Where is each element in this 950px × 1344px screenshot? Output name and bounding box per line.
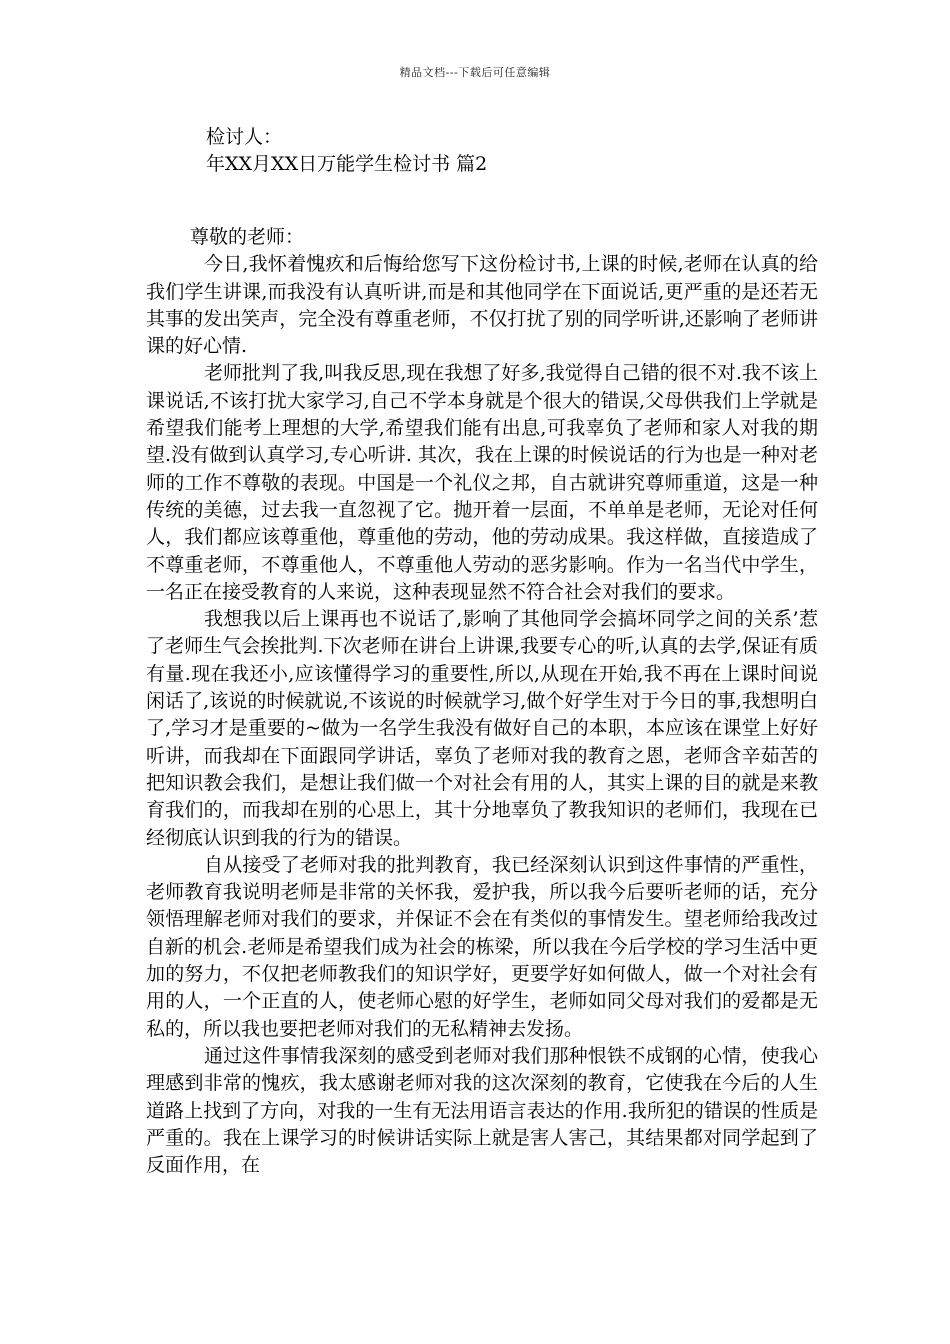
paragraph-5: 通过这件事情我深刻的感受到老师对我们那种恨铁不成钢的心情，使我心理感到非常的愧疚，我太感谢老师对我的这次深刻的教育，它使我在今后的人生道路上找到了方向，对我的一生有无法用语言表达的作用.我所犯的错误的性质是严重的。我在上课学习的时候讲话实际上就是害人害己，其结果都对同学起到了反面作用，在: [146, 1044, 818, 1177]
paragraph-3: 我想我以后上课再也不说话了,影响了其他同学会搞坏同学之间的关系’惹了老师生气会挨批判.下次老师在讲台上讲课,我要专心的听,认真的去学,保证有质有量.现在我还小,应该懂得学习的重要性,所以,从现在开始,我不再在上课时间说闲话了,该说的时候就说,不该说的时候就学习,做个好学生对于今日的事,我想明白了,学习才是重要的~做为一名学生我没有做好自己的本职，本应该在课堂上好好听讲，而我却在下面跟同学讲话，辜负了老师对我的教育之恩，老师含辛茹苦的把知识教会我们，是想让我们做一个对社会有用的人，其实上课的目的就是来教育我们的，而我却在别的心思上，其十分地辜负了教我知识的老师们，我现在已经彻底认识到我的行为的错误。: [146, 608, 818, 849]
paragraph-1: 今日,我怀着愧疚和后悔给您写下这份检讨书,上课的时候,老师在认真的给我们学生讲课,而我没有认真听讲,而是和其他同学在下面说话,更严重的是还若无其事的发出笑声，完全没有尊重老师，不仅打扰了别的同学听讲,还影响了老师讲课的好心情.: [146, 253, 818, 358]
paragraph-2: 老师批判了我,叫我反思,现在我想了好多,我觉得自己错的很不对.我不该上课说话,不该打扰大家学习,自己不学本身就是个很大的错误,父母供我们上学就是希望我们能考上理想的大学,希望我们能有出息,可我辜负了老师和家人对我的期望.没有做到认真学习,专心听讲. 其次，我在上课的时候说话的行为也是一种对老师的工作不尊敬的表现。中国是一个礼仪之邦，自古就讲究尊师重道，这是一种传统的美德，过去我一直忽视了它。抛开着一层面，不单单是老师，无论对任何人，我们都应该尊重他，尊重他的劳动，他的劳动成果。我这样做，直接造成了不尊重老师，不尊重他人，不尊重他人劳动的恶劣影响。作为一名当代中学生，一名正在接受教育的人来说，这种表现显然不符合社会对我们的要求。: [146, 362, 818, 603]
paragraph-4: 自从接受了老师对我的批判教育，我已经深刻认识到这件事情的严重性，老师教育我说明老师是非常的关怀我，爱护我，所以我今后要听老师的话，充分领悟理解老师对我们的要求，并保证不会在有类似的事情发生。望老师给我改过自新的机会.老师是希望我们成为社会的栋梁，所以我在今后学校的学习生活中更加的努力，不仅把老师教我们的知识学好，更要学好如何做人，做一个对社会有用的人，一个正直的人，使老师心慰的好学生，老师如同父母对我们的爱都是无私的，所以我也要把老师对我们的无私精神去发扬。: [146, 853, 818, 1040]
header-note: 精品文档---下载后可任意编辑: [399, 66, 551, 79]
document-title-line: 年XX月XX日万能学生检讨书 篇2: [206, 153, 488, 175]
letter-body: [146, 224, 818, 1179]
signer-label: 检讨人：: [206, 126, 283, 148]
salutation: 尊敬的老师：: [190, 226, 305, 248]
